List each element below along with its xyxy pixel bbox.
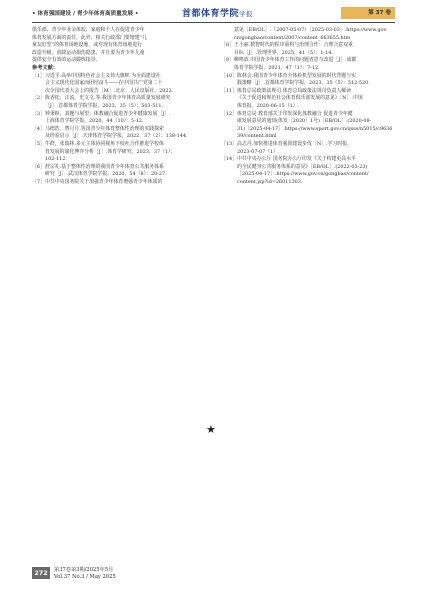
ref-line: 上海体育学院学报，2020，44（10）：5-12. xyxy=(45,118,144,125)
ref-line: 习近平.高举中国特色社会主义伟大旗帜 为全面建设社 xyxy=(45,72,161,79)
journal-name: 首都体育学院 xyxy=(182,9,240,19)
ref-line: 陈林会.我国青少年体育全体检机型发展的时代背题与实 xyxy=(237,72,356,79)
left-column xyxy=(32,27,206,186)
ref-line: 2023-07-07（1）. xyxy=(237,148,280,155)
ref-line: 研究［J］.武汉体育学院学报，2020，54（8）：20-27. xyxy=(45,171,167,178)
ref-line: 践策略［J］.首都体育学院学报，2023，35（5）：512-520. xyxy=(237,80,370,87)
ref-line: 康发展意见的通知(体发［2020］1号)［EB/OL］.(2020-08- xyxy=(237,118,372,125)
reference-text xyxy=(45,111,206,126)
reference-text xyxy=(234,42,395,57)
reference-item xyxy=(32,111,206,126)
reference-item xyxy=(221,156,395,186)
reference-number: ［12］ xyxy=(221,110,238,117)
volume-badge: 第 37 卷 xyxy=(341,7,395,19)
ref-line: 体育学院学报，2021，47（1）：7-12. xyxy=(234,64,320,71)
reference-text xyxy=(234,27,395,42)
ref-line: 钟秉枢，刘题与展望：体教融合促进青少年健康发展［J］. xyxy=(45,110,171,117)
ref-line: 《关于促进和规范社会体育俱乐部发展的意见》［N］.中国 xyxy=(237,95,363,102)
text-line: 提供安全有效的运动锻炼指导。 xyxy=(32,57,101,64)
ref-line: content.jsp?id=26011303. xyxy=(237,178,303,185)
reference-item xyxy=(221,88,395,111)
reference-text xyxy=(237,156,395,186)
reference-number: ［2］ xyxy=(32,95,45,102)
reference-item xyxy=(221,42,395,57)
references-heading: 参考文献： xyxy=(32,64,58,71)
reference-item xyxy=(221,111,395,141)
reference-number: ［4］ xyxy=(32,125,45,132)
header-rule xyxy=(32,22,395,23)
reference-number: ［13］ xyxy=(221,140,238,147)
journal-subtitle: 学报 xyxy=(239,10,254,18)
section-label: • 体育强国建设 / 青少年体育高质量发展 • xyxy=(32,11,139,17)
ref-line: 目标［J］.管理世界，2025，41（5）：1-14. xyxy=(234,49,333,56)
page-header xyxy=(0,0,427,26)
ref-line: 马德浩，曹月月.英国青少年体育整体性治理的实践探索 xyxy=(45,125,164,132)
reference-item xyxy=(221,73,395,88)
journal-title xyxy=(182,6,253,19)
reference-item xyxy=(32,73,206,96)
ref-line: 育发展的演化博弈分析［J］.体育学研究，2023，37（1）： xyxy=(45,148,176,155)
reference-text xyxy=(234,57,395,72)
ref-line: 陈香松，汪流，史文文.等.我国青少年体育高质量发展研究 xyxy=(45,95,171,102)
ref-line: ［2025-04-17］.https://www.gov.cn/gongbao/content/ xyxy=(237,171,369,178)
reference-item xyxy=(32,141,206,164)
ref-line: 39/content.html xyxy=(237,133,277,140)
ref-line: 的全民健身公共服务体系的意见》［EB/OL］.(2022-03-23) xyxy=(237,163,368,170)
reference-text xyxy=(237,141,395,156)
intro-paragraph xyxy=(32,27,206,65)
reference-item xyxy=(221,141,395,156)
ref-line: 中共中央办公厅 国务院办公厅印发《关于构建更高水平 xyxy=(237,156,356,163)
ref-line: 102-112. xyxy=(45,156,67,163)
ref-line: 31)［2025-04-17］.https://www.sport.gov.cn/qsss/n5015/c9636 xyxy=(237,125,393,132)
reference-number: ［10］ xyxy=(221,72,238,79)
reference-number xyxy=(221,27,234,42)
reference-number: ［9］ xyxy=(221,57,234,64)
reference-number: ［11］ xyxy=(221,87,238,94)
ref-line: 王小丽.数智时代的程序重构与治理合作：合理合意双重 xyxy=(234,42,353,49)
reference-item xyxy=(221,57,395,72)
reference-text xyxy=(237,111,395,141)
ref-line: cn/gongbao/content/2007/content_663655.htm xyxy=(234,34,351,41)
text-line: 俱乐部、青少年业余体校、家庭和个人在促进青少年 xyxy=(32,27,145,33)
text-line: 改造升级，消除运动损伤隐患，并且要为青少年儿童 xyxy=(32,49,145,56)
reference-text xyxy=(45,73,206,96)
ref-line: 体育总局政策法规司.体育总局政策法规司负责人解读 xyxy=(237,87,352,94)
reference-number: ［7］ xyxy=(32,178,45,185)
reference-item xyxy=(221,27,395,42)
reference-text xyxy=(45,95,206,110)
ref-line: 柳鸣放.中国青少年体育工作的问题省思与改进［J］.成都 xyxy=(234,57,357,64)
reference-item xyxy=(32,164,206,179)
reference-number: ［8］ xyxy=(221,42,234,49)
reference-item xyxy=(32,95,206,110)
ref-line: 牛群，张瑞林.多元主体协同视角下校社合作推进学校体 xyxy=(45,140,164,147)
ref-line: 体育报，2020-06-15（1）. xyxy=(237,102,300,109)
reference-text xyxy=(237,73,395,88)
issue-info-cn: 第37卷第3期/2025年5月 xyxy=(54,567,114,573)
ref-line: 会主义现代化国家而团结奋斗——在中国共产党第二十 xyxy=(45,80,163,87)
ref-line: 舒宗礼.基于整体性治理的我国青少年体育公共服务体系 xyxy=(45,163,164,170)
issue-info-en: Vol.37 No.3 / May 2025 xyxy=(54,574,116,580)
section-end-star: ★ xyxy=(206,423,216,436)
reference-text xyxy=(237,88,395,111)
reference-text xyxy=(45,164,206,179)
reference-item xyxy=(32,179,206,187)
ref-line: 高志丹.加快推进体育强国建设步伐［N］.学习时报， xyxy=(237,140,352,147)
reference-number: ［3］ xyxy=(32,110,45,117)
ref-line: 意见［EB/OL］.（2007-05-07）［2025-03-03］.https://www.gov. xyxy=(234,27,388,33)
reference-text xyxy=(45,179,206,187)
ref-line: 体育总局 教育部关于印发深化体教融合 促进青少年健 xyxy=(237,110,353,117)
right-column xyxy=(221,27,395,186)
reference-number: ［1］ xyxy=(32,72,45,79)
text-line: 体育发展方面的责任。此外，相关行政部门要增建“儿 xyxy=(32,34,147,41)
ref-line: 及经验启示［J］.天津体育学院学报，2022，37（2）：138-144. xyxy=(45,133,188,140)
ref-line: 中共中央国务院关于加强青少年体育增强青少年体质的 xyxy=(45,178,163,185)
text-line: 童友好型”的体育场地设施，或对现有体育场地进行 xyxy=(32,42,143,49)
reference-text xyxy=(45,141,206,164)
reference-text xyxy=(45,126,206,141)
page-number: 272 xyxy=(32,567,50,579)
reference-number: ［6］ xyxy=(32,163,45,170)
reference-item xyxy=(32,126,206,141)
reference-number: ［14］ xyxy=(221,156,238,163)
ref-line: 次全国代表大会上的报告［M］.北京：人民出版社，2022. xyxy=(45,87,174,94)
reference-number: ［5］ xyxy=(32,140,45,147)
ref-line: ［J］.首都体育学院学报，2023，35（5）：503-511. xyxy=(45,102,164,109)
